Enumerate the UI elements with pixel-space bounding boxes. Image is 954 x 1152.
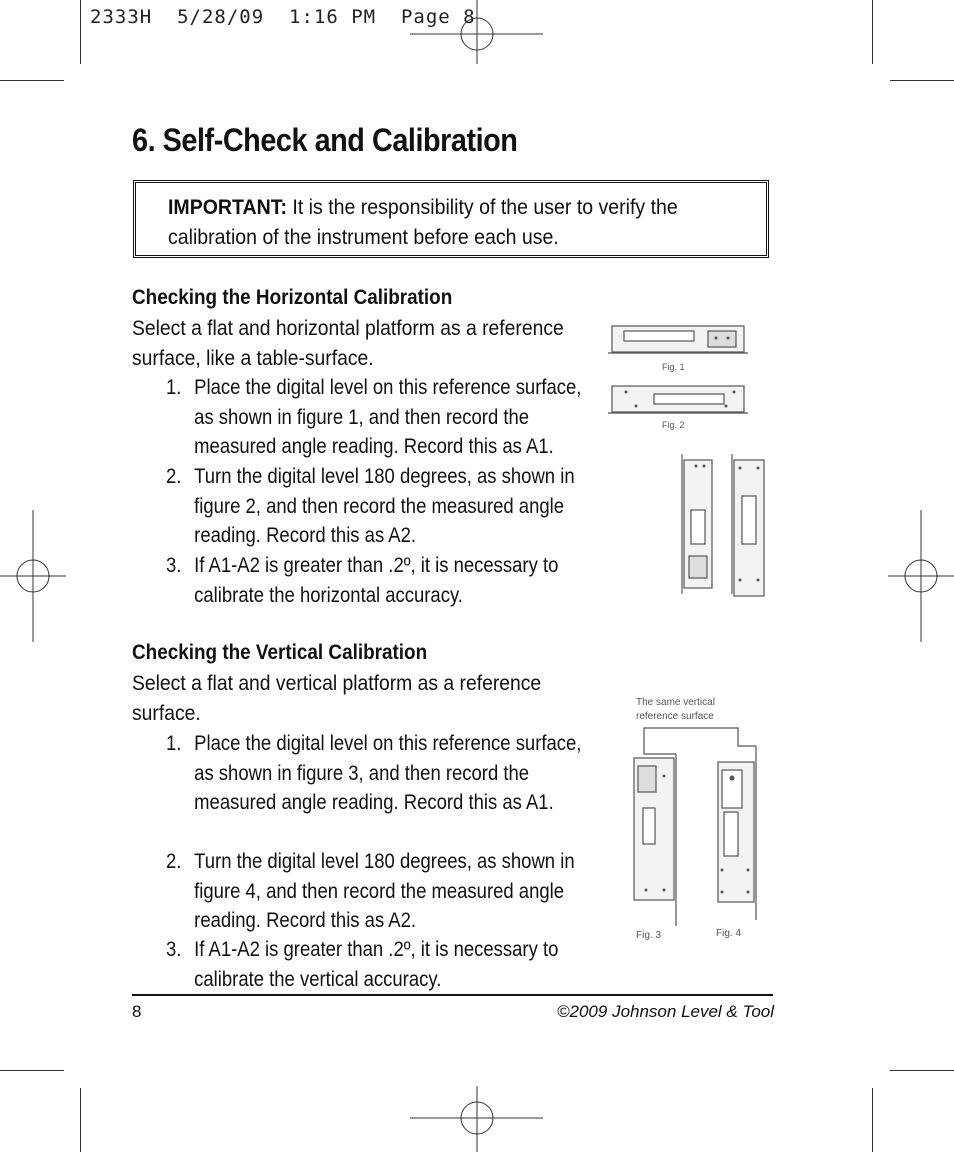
vertical-heading: Checking the Vertical Calibration: [132, 641, 428, 664]
step-number: 3.: [166, 554, 182, 577]
reference-label-line1: The same vertical: [636, 697, 715, 708]
vertical-step-3: [166, 935, 615, 994]
horizontal-heading: Checking the Horizontal Calibration: [132, 286, 453, 309]
horizontal-step-1: [166, 373, 588, 462]
figures-3-4: [626, 690, 766, 950]
horizontal-step-3: [166, 551, 588, 610]
notice-text: [168, 193, 689, 253]
fig4-label: Fig. 4: [716, 928, 742, 939]
fig2-label: Fig. 2: [662, 420, 685, 430]
figures-1-2: [606, 318, 756, 438]
notice-body: It is the responsibility of the user to verify the calibration of the instrument before each use.: [168, 196, 678, 249]
page-number: 8: [132, 1002, 142, 1021]
reference-label-line2: reference surface: [636, 711, 714, 722]
printer-slug: 2333H 5/28/09 1:16 PM Page 8: [90, 6, 476, 28]
fig1-label: Fig. 1: [662, 362, 685, 372]
step-text: If A1-A2 is greater than .2º, it is necessary to calibrate the horizontal accuracy.: [194, 554, 559, 607]
step-text: Place the digital level on this reference surface, as shown in figure 1, and then record the measured angle reading. Record this as A1.: [194, 376, 582, 458]
step-text: Turn the digital level 180 degrees, as shown in figure 2, and then record the measured angle reading. Record this as A2.: [194, 465, 575, 547]
step-number: 1.: [166, 376, 182, 399]
step-text: If A1-A2 is greater than .2º, it is necessary to calibrate the vertical accuracy.: [194, 938, 559, 991]
vertical-step-1: [166, 729, 597, 818]
vertical-step-2: [166, 847, 597, 936]
important-notice-box: [133, 180, 769, 258]
step-text: Place the digital level on this reference surface, as shown in figure 3, and then record the measured angle reading. Record this as A1.: [194, 732, 582, 814]
vertical-intro: Select a flat and vertical platform as a reference surface.: [132, 672, 542, 725]
figures-vertical-horizontal: [678, 452, 778, 602]
notice-label: IMPORTANT:: [168, 196, 287, 219]
horizontal-intro: Select a flat and horizontal platform as a reference surface, like a table-surface.: [132, 317, 564, 370]
horizontal-step-2: [166, 462, 588, 551]
fig3-label: Fig. 3: [636, 930, 662, 941]
page-title: 6. Self-Check and Calibration: [132, 122, 518, 158]
step-text: Turn the digital level 180 degrees, as shown in figure 4, and then record the measured angle reading. Record this as A2.: [194, 850, 575, 932]
footer-rule: [132, 994, 773, 996]
step-number: 2.: [166, 850, 182, 873]
copyright: ©2009 Johnson Level & Tool: [557, 1002, 774, 1021]
step-number: 1.: [166, 732, 182, 755]
step-number: 3.: [166, 938, 182, 961]
step-number: 2.: [166, 465, 182, 488]
